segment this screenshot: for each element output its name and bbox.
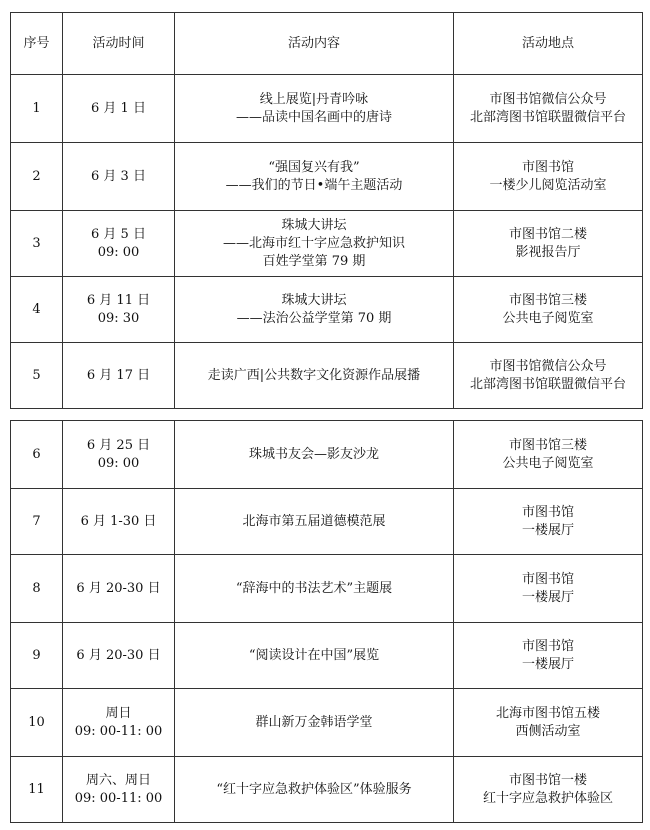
header-no: 序号 bbox=[11, 13, 63, 75]
row-time: 6 月 1 日 bbox=[63, 75, 175, 143]
row-content: 群山新万金韩语学堂 bbox=[175, 689, 454, 757]
row-place: 市图书馆 一楼少儿阅览活动室 bbox=[454, 143, 643, 211]
row-no: 4 bbox=[11, 277, 63, 343]
row-no: 5 bbox=[11, 343, 63, 409]
row-content: “红十字应急救护体验区”体验服务 bbox=[175, 757, 454, 823]
table-row bbox=[11, 555, 643, 623]
row-content: 珠城大讲坛 ——法治公益学堂第 70 期 bbox=[175, 277, 454, 343]
activity-table-part-2 bbox=[10, 420, 643, 823]
header-place: 活动地点 bbox=[454, 13, 643, 75]
row-time: 6 月 25 日 09: 00 bbox=[63, 421, 175, 489]
row-content: “辞海中的书法艺术”主题展 bbox=[175, 555, 454, 623]
table-row bbox=[11, 623, 643, 689]
row-time: 周日 09: 00-11: 00 bbox=[63, 689, 175, 757]
row-time: 6 月 20-30 日 bbox=[63, 555, 175, 623]
row-content: “阅读设计在中国”展览 bbox=[175, 623, 454, 689]
row-place: 市图书馆 一楼展厅 bbox=[454, 555, 643, 623]
row-no: 11 bbox=[11, 757, 63, 823]
row-time: 周六、周日 09: 00-11: 00 bbox=[63, 757, 175, 823]
row-no: 10 bbox=[11, 689, 63, 757]
row-place: 市图书馆一楼 红十字应急救护体验区 bbox=[454, 757, 643, 823]
table-row bbox=[11, 343, 643, 409]
row-place: 市图书馆微信公众号 北部湾图书馆联盟微信平台 bbox=[454, 343, 643, 409]
row-no: 6 bbox=[11, 421, 63, 489]
row-content: 珠城大讲坛 ——北海市红十字应急救护知识 百姓学堂第 79 期 bbox=[175, 211, 454, 277]
row-content: “强国复兴有我” ——我们的节日•端午主题活动 bbox=[175, 143, 454, 211]
table-row bbox=[11, 421, 643, 489]
row-content: 走读广西|公共数字文化资源作品展播 bbox=[175, 343, 454, 409]
row-time: 6 月 1-30 日 bbox=[63, 489, 175, 555]
table-row bbox=[11, 75, 643, 143]
header-content: 活动内容 bbox=[175, 13, 454, 75]
table-row bbox=[11, 757, 643, 823]
table-row bbox=[11, 277, 643, 343]
row-time: 6 月 11 日 09: 30 bbox=[63, 277, 175, 343]
row-place: 市图书馆微信公众号 北部湾图书馆联盟微信平台 bbox=[454, 75, 643, 143]
row-time: 6 月 5 日 09: 00 bbox=[63, 211, 175, 277]
row-place: 市图书馆三楼 公共电子阅览室 bbox=[454, 421, 643, 489]
row-no: 9 bbox=[11, 623, 63, 689]
row-time: 6 月 3 日 bbox=[63, 143, 175, 211]
row-content: 线上展览|丹青吟咏 ——品读中国名画中的唐诗 bbox=[175, 75, 454, 143]
row-place: 北海市图书馆五楼 西侧活动室 bbox=[454, 689, 643, 757]
row-time: 6 月 17 日 bbox=[63, 343, 175, 409]
row-content: 北海市第五届道德模范展 bbox=[175, 489, 454, 555]
row-place: 市图书馆 一楼展厅 bbox=[454, 623, 643, 689]
row-content: 珠城书友会—影友沙龙 bbox=[175, 421, 454, 489]
row-no: 1 bbox=[11, 75, 63, 143]
row-no: 7 bbox=[11, 489, 63, 555]
row-place: 市图书馆三楼 公共电子阅览室 bbox=[454, 277, 643, 343]
row-no: 8 bbox=[11, 555, 63, 623]
table-row bbox=[11, 689, 643, 757]
header-time: 活动时间 bbox=[63, 13, 175, 75]
table-row bbox=[11, 143, 643, 211]
row-place: 市图书馆二楼 影视报告厅 bbox=[454, 211, 643, 277]
row-time: 6 月 20-30 日 bbox=[63, 623, 175, 689]
activity-table-part-1 bbox=[10, 12, 643, 409]
row-no: 2 bbox=[11, 143, 63, 211]
table-row bbox=[11, 211, 643, 277]
row-place: 市图书馆 一楼展厅 bbox=[454, 489, 643, 555]
row-no: 3 bbox=[11, 211, 63, 277]
table-row bbox=[11, 489, 643, 555]
header-row bbox=[11, 13, 643, 75]
